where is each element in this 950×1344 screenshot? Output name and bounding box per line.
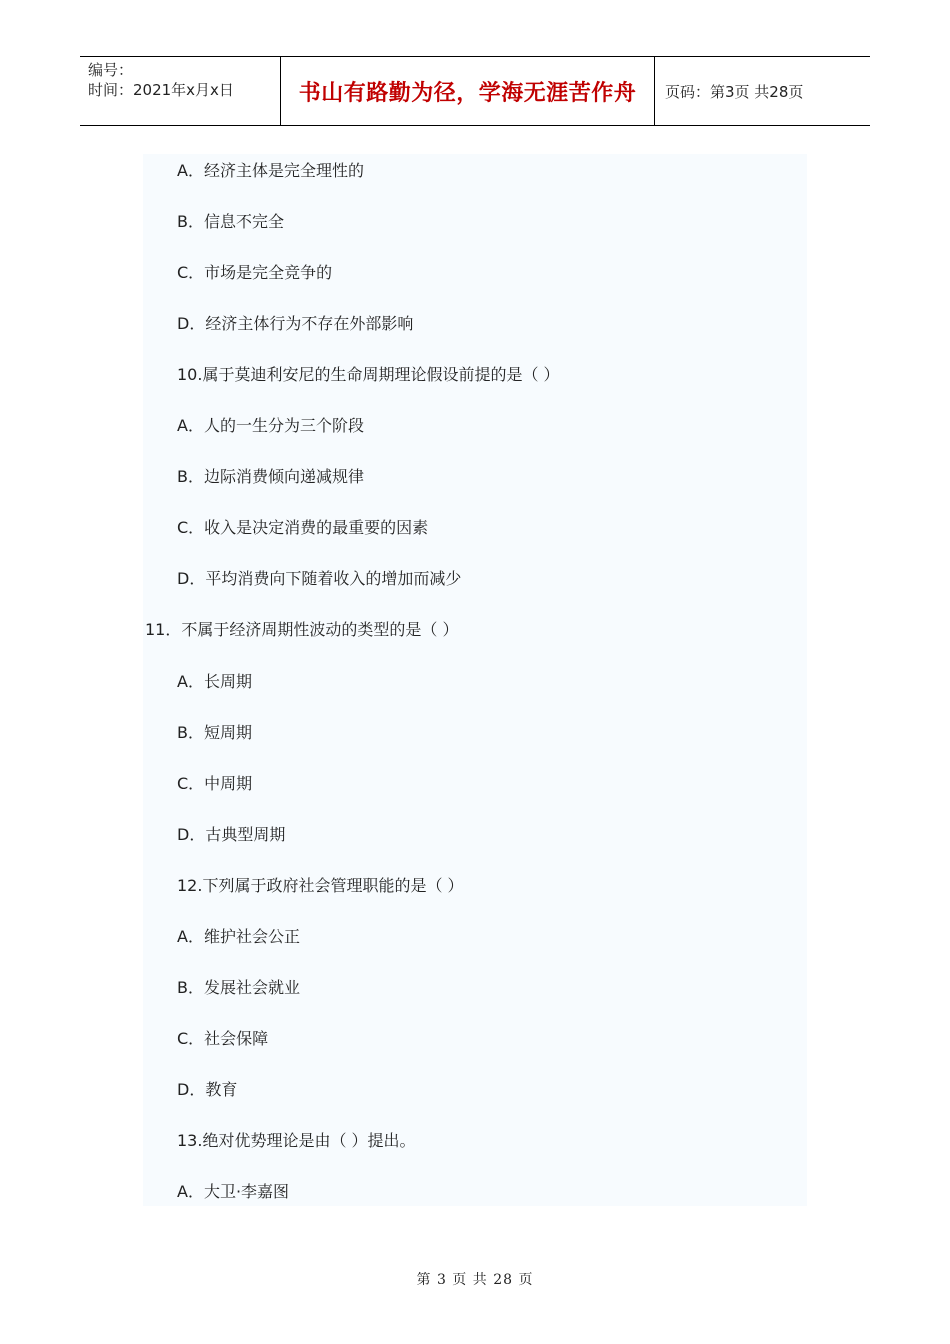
question-line: A．长周期 bbox=[177, 671, 252, 691]
number-label: 编号： bbox=[88, 61, 134, 79]
motto: 书山有路勤为径，学海无涯苦作舟 bbox=[298, 80, 637, 106]
header-page-cell bbox=[655, 57, 870, 125]
time-label: 时间：2021年x月x日 bbox=[88, 81, 234, 99]
page-header bbox=[80, 56, 870, 126]
question-line: 12.下列属于政府社会管理职能的是（ ） bbox=[177, 875, 464, 895]
header-motto-cell bbox=[281, 57, 655, 125]
question-line: D．经济主体行为不存在外部影响 bbox=[177, 314, 414, 334]
question-line: 10.属于莫迪利安尼的生命周期理论假设前提的是（ ） bbox=[177, 365, 560, 385]
question-line: A．人的一生分为三个阶段 bbox=[177, 416, 364, 436]
question-line: 13.绝对优势理论是由（ ）提出。 bbox=[177, 1130, 416, 1150]
header-meta bbox=[80, 57, 281, 125]
question-line: C．市场是完全竞争的 bbox=[177, 263, 333, 283]
question-line: C．收入是决定消费的最重要的因素 bbox=[177, 518, 429, 538]
page-footer: 第 3 页 共 28 页 bbox=[416, 1272, 534, 1288]
question-line: C．中周期 bbox=[177, 773, 253, 793]
page-info: 页码：第3页 共28页 bbox=[665, 82, 804, 101]
question-line: B．短周期 bbox=[177, 722, 252, 742]
question-line: B．发展社会就业 bbox=[177, 977, 300, 997]
question-line: B．信息不完全 bbox=[177, 212, 284, 232]
question-line: A．大卫·李嘉图 bbox=[177, 1182, 290, 1201]
question-line: C．社会保障 bbox=[177, 1028, 269, 1048]
question-line: B．边际消费倾向递减规律 bbox=[177, 467, 364, 487]
question-line: D．平均消费向下随着收入的增加而减少 bbox=[177, 569, 462, 589]
question-line: D．古典型周期 bbox=[177, 824, 286, 844]
question-line: D．教育 bbox=[177, 1079, 238, 1099]
question-line: 11．不属于经济周期性波动的类型的是（ ） bbox=[145, 620, 459, 640]
question-line: A．维护社会公正 bbox=[177, 926, 300, 946]
question-line: A．经济主体是完全理性的 bbox=[177, 161, 364, 180]
